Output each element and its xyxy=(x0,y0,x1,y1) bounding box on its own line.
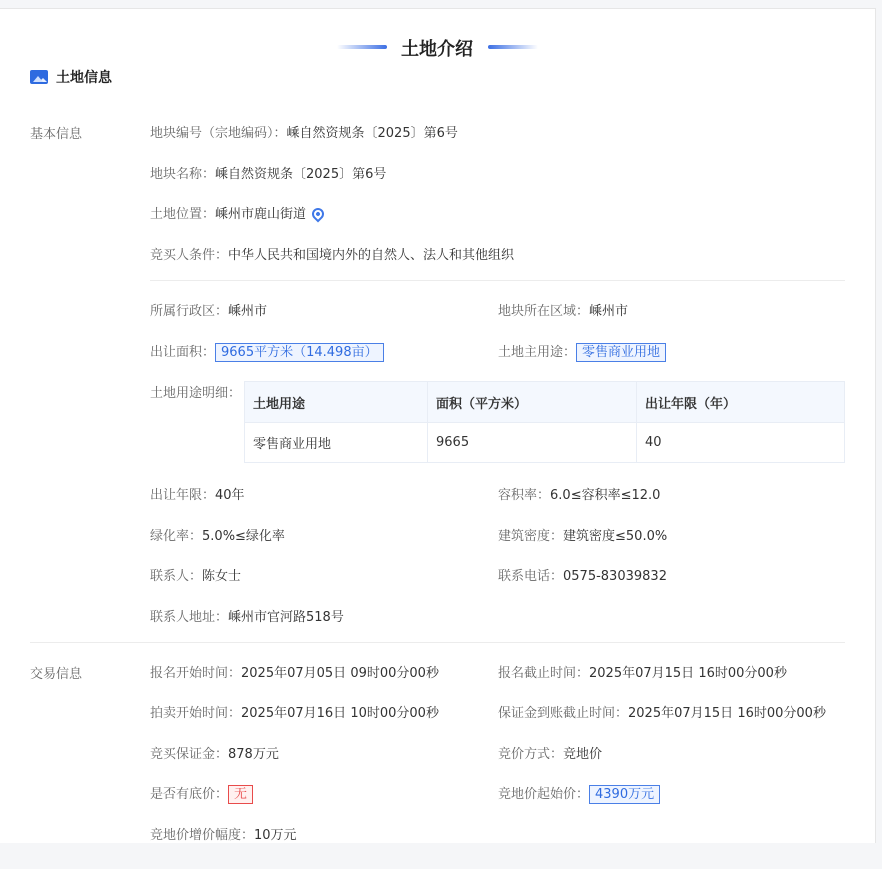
field-value: 2025年07月15日 16时00分00秒 xyxy=(628,706,826,721)
building-density-field xyxy=(498,525,667,544)
table-header-cell: 土地用途 xyxy=(245,382,428,423)
increment-field xyxy=(150,824,297,843)
bidder-condition-field xyxy=(150,244,514,263)
field-key: 地块名称： xyxy=(150,167,216,182)
reg-start-field xyxy=(150,662,439,681)
field-key: 竞买人条件： xyxy=(150,248,229,263)
field-value: 2025年07月05日 09时00分00秒 xyxy=(241,666,439,681)
divider xyxy=(30,642,845,643)
area-tag: 9665平方米（14.498亩） xyxy=(215,343,384,362)
location-pin-icon[interactable] xyxy=(310,206,327,223)
bid-method-field xyxy=(498,743,602,762)
transfer-area-field xyxy=(150,341,384,362)
field-key: 报名开始时间： xyxy=(150,666,242,681)
table-header-cell: 面积（平方米） xyxy=(428,382,637,423)
field-key: 联系人地址： xyxy=(150,610,229,625)
green-rate-field xyxy=(150,525,285,544)
field-key: 出让年限： xyxy=(150,488,216,503)
field-key: 出让面积： xyxy=(150,345,216,360)
field-value: 2025年07月15日 16时00分00秒 xyxy=(589,666,787,681)
field-value: 2025年07月16日 10时00分00秒 xyxy=(241,706,439,721)
field-value: 中华人民共和国境内外的自然人、法人和其他组织 xyxy=(228,248,515,263)
term-field xyxy=(150,484,245,503)
field-value: 建筑密度≤50.0% xyxy=(563,529,668,544)
phone-field xyxy=(498,565,667,584)
field-key: 土地用途明细： xyxy=(150,386,242,401)
location-field xyxy=(150,203,324,222)
reserve-tag: 无 xyxy=(228,785,253,804)
section-title: 土地信息 xyxy=(56,70,112,86)
title-decor-left xyxy=(337,45,387,49)
field-value: 嵊州市鹿山街道 xyxy=(215,207,307,222)
deposit-deadline-field xyxy=(498,702,826,721)
auction-start-field xyxy=(150,702,439,721)
field-value: 嵊州市 xyxy=(228,304,268,319)
usage-table xyxy=(244,381,845,463)
field-value: 嵊自然资规条〔2025〕第6号 xyxy=(286,126,458,141)
page-title: 土地介绍 xyxy=(401,39,473,60)
field-value: 嵊州市官河路518号 xyxy=(228,610,344,625)
basic-info-label: 基本信息 xyxy=(30,127,83,142)
field-key: 报名截止时间： xyxy=(498,666,590,681)
table-cell: 零售商业用地 xyxy=(245,423,428,463)
divider xyxy=(150,280,845,281)
section-header xyxy=(30,66,112,88)
field-key: 所属行政区： xyxy=(150,304,229,319)
field-value: 嵊州市 xyxy=(589,304,629,319)
field-value: 40年 xyxy=(215,488,245,503)
field-key: 联系人： xyxy=(150,569,203,584)
trade-info-label: 交易信息 xyxy=(30,667,83,682)
title-bar xyxy=(0,23,876,60)
field-value: 5.0%≤绿化率 xyxy=(202,529,285,544)
field-key: 竞买保证金： xyxy=(150,747,229,762)
reg-end-field xyxy=(498,662,787,681)
main-use-tag: 零售商业用地 xyxy=(576,343,666,362)
field-key: 拍卖开始时间： xyxy=(150,706,242,721)
field-value: 竞地价 xyxy=(563,747,603,762)
table-cell: 9665 xyxy=(428,423,637,463)
contact-address-field xyxy=(150,606,344,625)
field-key: 地块编号（宗地编码）： xyxy=(150,126,287,141)
start-price-field xyxy=(498,783,660,804)
field-key: 竞价方式： xyxy=(498,747,564,762)
field-value: 10万元 xyxy=(254,828,297,843)
reserve-price-field xyxy=(150,783,253,804)
field-key: 土地位置： xyxy=(150,207,216,222)
field-key: 联系电话： xyxy=(498,569,564,584)
table-header-row xyxy=(245,382,845,423)
field-key: 竞地价增价幅度： xyxy=(150,828,255,843)
field-value: 陈女士 xyxy=(202,569,242,584)
field-key: 竞地价起始价： xyxy=(498,787,590,802)
field-key: 是否有底价： xyxy=(150,787,229,802)
image-icon xyxy=(30,70,48,84)
contact-field xyxy=(150,565,241,584)
table-header-cell: 出让年限（年） xyxy=(637,382,845,423)
field-value: 878万元 xyxy=(228,747,279,762)
field-value: 6.0≤容积率≤12.0 xyxy=(550,488,661,503)
deposit-field xyxy=(150,743,279,762)
table-row xyxy=(245,423,845,463)
field-key: 容积率： xyxy=(498,488,551,503)
title-decor-right xyxy=(488,45,538,49)
district-field xyxy=(150,300,267,319)
table-cell: 40 xyxy=(637,423,845,463)
plot-region-field xyxy=(498,300,628,319)
field-key: 土地主用途： xyxy=(498,345,577,360)
usage-detail-label xyxy=(150,382,241,401)
field-key: 绿化率： xyxy=(150,529,203,544)
field-value: 嵊自然资规条〔2025〕第6号 xyxy=(215,167,387,182)
field-key: 建筑密度： xyxy=(498,529,564,544)
field-key: 保证金到账截止时间： xyxy=(498,706,629,721)
field-value: 0575-83039832 xyxy=(563,569,667,584)
far-field xyxy=(498,484,660,503)
field-key: 地块所在区域： xyxy=(498,304,590,319)
start-price-tag: 4390万元 xyxy=(589,785,660,804)
plot-number-field xyxy=(150,122,458,141)
plot-name-field xyxy=(150,163,386,182)
main-use-field xyxy=(498,341,666,362)
